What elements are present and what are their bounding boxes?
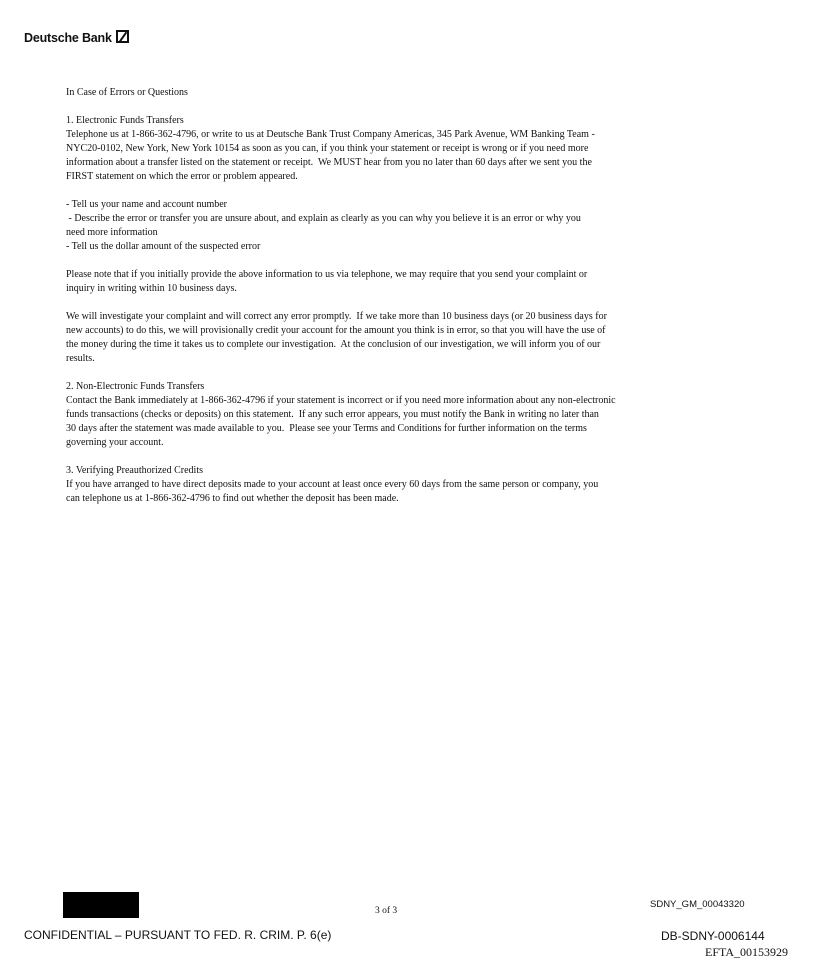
paragraph-line: NYC20-0102, New York, New York 10154 as soon as you can, if you think your statement or receipt is wrong or if you need more: [66, 143, 589, 154]
paragraph-line: Contact the Bank immediately at 1-866-362-4796 if your statement is incorrect or if you need more information about any non-electronic: [66, 395, 616, 406]
paragraph-line: inquiry in writing within 10 business days.: [66, 283, 237, 294]
section-2-heading: 2. Non-Electronic Funds Transfers: [66, 381, 205, 392]
document-title: In Case of Errors or Questions: [66, 87, 188, 98]
bullet-line: need more information: [66, 227, 158, 238]
bates-number-efta: EFTA_00153929: [705, 945, 789, 959]
bates-number-db: DB-SDNY-0006144: [661, 929, 765, 943]
page-number: 3 of 3: [375, 906, 398, 916]
paragraph-line: funds transactions (checks or deposits) on this statement. If any such error appears, you must notify the Bank in writing no later than: [66, 409, 599, 420]
paragraph-line: Telephone us at 1-866-362-4796, or write to us at Deutsche Bank Trust Company Americas, 345 Park Avenue, WM Banking Team -: [66, 129, 595, 140]
bullet-line: - Describe the error or transfer you are unsure about, and explain as clearly as you can why you believe it is an error or why you: [66, 213, 581, 224]
paragraph-line: 30 days after the statement was made available to you. Please see your Terms and Conditions for further information on the terms: [66, 423, 587, 434]
bullet-line: - Tell us the dollar amount of the suspected error: [66, 241, 261, 252]
paragraph-line: the money during the time it takes us to complete our investigation. At the conclusion of our investigation, we will inform you of our: [66, 339, 601, 350]
paragraph-line: governing your account.: [66, 437, 164, 448]
paragraph-line: If you have arranged to have direct deposits made to your account at least once every 60 days from the same person or company, you: [66, 479, 599, 490]
document-body: [66, 86, 666, 506]
bullet-line: - Tell us your name and account number: [66, 199, 228, 210]
paragraph-line: Please note that if you initially provide the above information to us via telephone, we may require that you send your complaint or: [66, 269, 588, 280]
bates-number-sdny: SDNY_GM_00043320: [650, 899, 745, 910]
brand-name: Deutsche Bank: [24, 31, 112, 45]
deutsche-bank-slash-icon: [116, 30, 129, 43]
paragraph-line: results.: [66, 353, 95, 364]
confidential-notice: CONFIDENTIAL – PURSUANT TO FED. R. CRIM. P. 6(e): [24, 928, 332, 942]
paragraph-line: FIRST statement on which the error or problem appeared.: [66, 171, 298, 182]
paragraph-line: can telephone us at 1-866-362-4796 to find out whether the deposit has been made.: [66, 493, 399, 504]
section-3-heading: 3. Verifying Preauthorized Credits: [66, 465, 204, 476]
redaction-box: [63, 892, 139, 918]
paragraph-line: new accounts) to do this, we will provisionally credit your account for the amount you think is in error, so that you will have the use of: [66, 325, 606, 336]
deutsche-bank-logo: [24, 31, 129, 45]
paragraph-line: We will investigate your complaint and will correct any error promptly. If we take more than 10 business days (or 20 business days for: [66, 311, 607, 322]
section-1-heading: 1. Electronic Funds Transfers: [66, 115, 184, 126]
paragraph-line: information about a transfer listed on the statement or receipt. We MUST hear from you no later than 60 days after we sent you the: [66, 157, 592, 168]
